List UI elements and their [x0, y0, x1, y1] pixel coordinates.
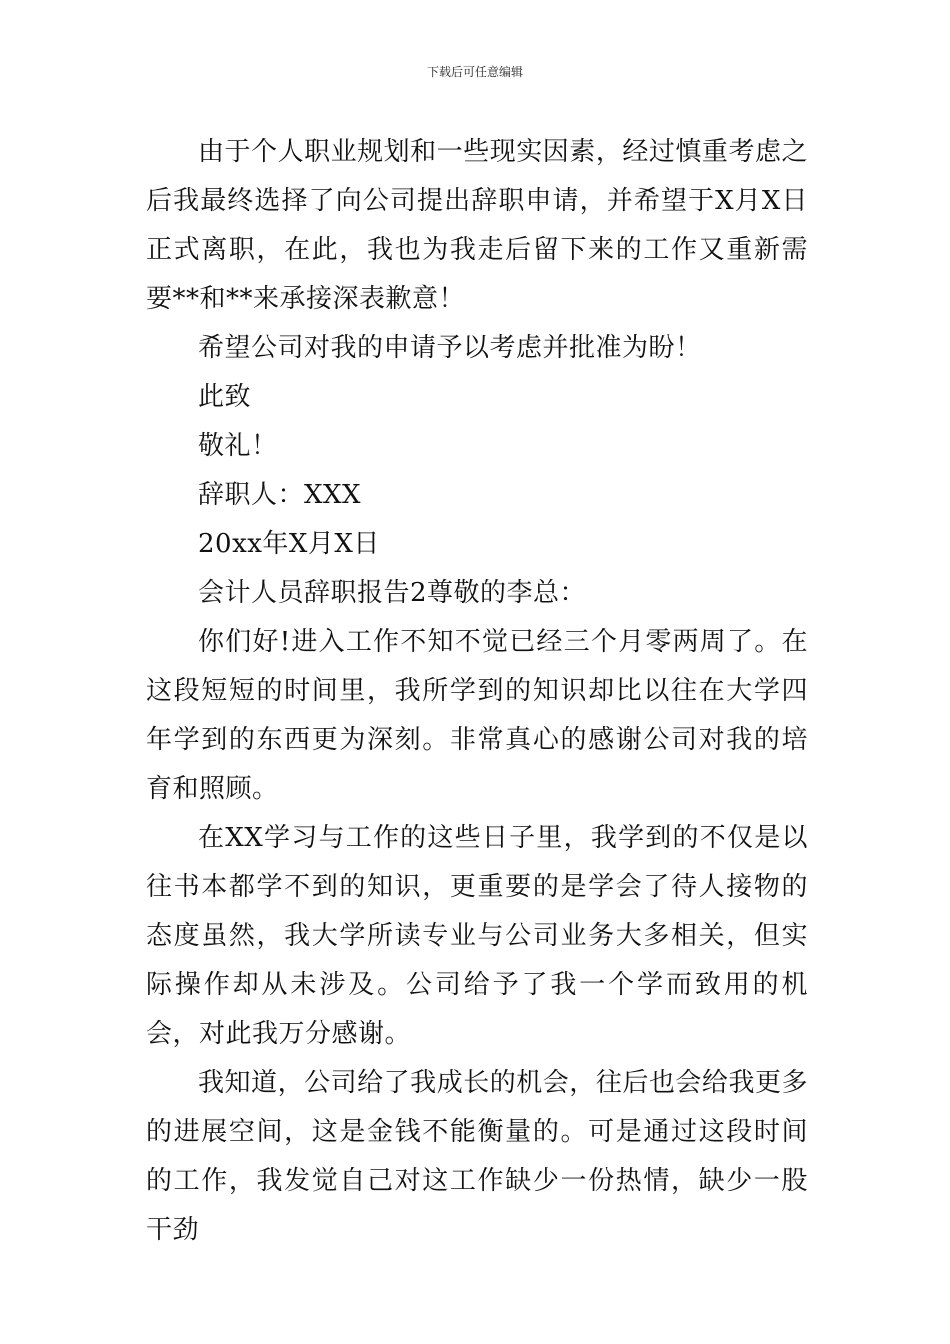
closing-regards: 敬礼！ [198, 431, 278, 461]
second-letter-heading: 会计人员辞职报告2尊敬的李总： [198, 578, 587, 608]
paragraph-request-approval: 希望公司对我的申请予以考虑并批准为盼！ [198, 333, 702, 363]
document-body [146, 128, 808, 1255]
paragraph-learning: 在XX学习与工作的这些日子里，我学到的不仅是以往书本都学不到的知识，更重要的是学会了待人接物的态度虽然，我大学所读专业与公司业务大多相关，但实际操作却从未涉及。公司给予了我一个学而致用的机会，对此我万分感谢。 [146, 823, 808, 1049]
closing-salutation: 此致 [198, 382, 252, 412]
header-note: 下载后可任意编辑 [426, 65, 523, 79]
signature-line: 辞职人：XXX [198, 480, 362, 510]
paragraph-greeting: 你们好!进入工作不知不觉已经三个月零两周了。在这段短短的时间里，我所学到的知识却比以往在大学四年学到的东西更为深刻。非常真心的感谢公司对我的培育和照顾。 [146, 627, 808, 804]
paragraph-resignation-reason: 由于个人职业规划和一些现实因素，经过慎重考虑之后我最终选择了向公司提出辞职申请，并希望于X月X日正式离职，在此，我也为我走后留下来的工作又重新需要**和**来承接深表歉意！ [146, 137, 808, 314]
paragraph-growth: 我知道，公司给了我成长的机会，往后也会给我更多的进展空间，这是金钱不能衡量的。可是通过这段时间的工作，我发觉自己对这工作缺少一份热情，缺少一股干劲 [146, 1068, 808, 1245]
date-line: 20xx年X月X日 [198, 529, 380, 559]
